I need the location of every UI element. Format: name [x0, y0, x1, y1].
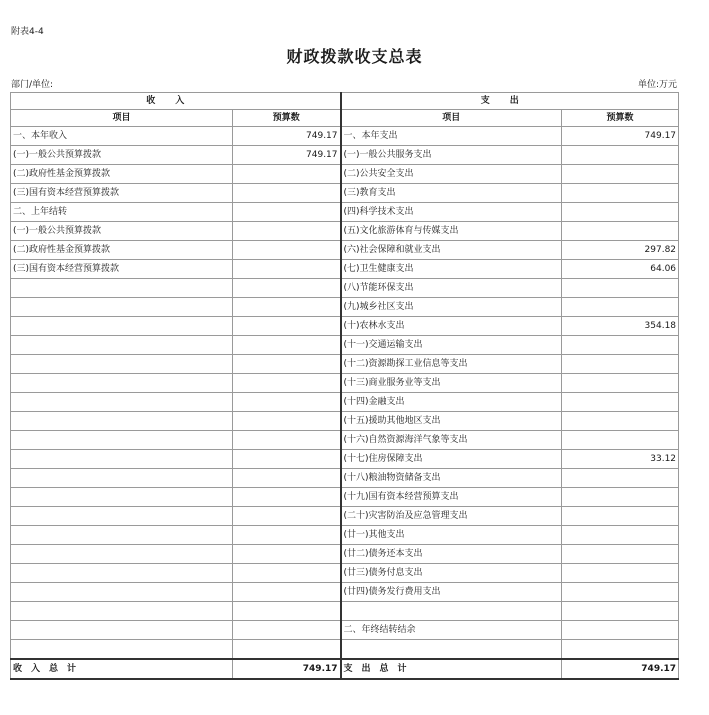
expense-item-cell: (六)社会保障和就业支出: [341, 241, 562, 260]
expense-value-cell: 354.18: [562, 317, 679, 336]
income-item-cell: [11, 469, 233, 488]
income-value-cell: 749.17: [233, 146, 341, 165]
income-total-label: 收入总计: [11, 659, 233, 679]
expense-item-cell: (廿二)债务还本支出: [341, 545, 562, 564]
table-row: [11, 583, 679, 602]
income-value-cell: [233, 298, 341, 317]
income-item-cell: (二)政府性基金预算拨款: [11, 165, 233, 184]
table-row: [11, 450, 679, 469]
income-value-cell: [233, 564, 341, 583]
expense-value-cell: [562, 602, 679, 621]
income-section-header: 收入: [11, 93, 341, 110]
expense-value-cell: [562, 621, 679, 640]
income-item-cell: (一)一般公共预算拨款: [11, 222, 233, 241]
page-title: 财政拨款收支总表: [286, 47, 423, 66]
expense-item-cell: (十五)援助其他地区支出: [341, 412, 562, 431]
income-item-cell: [11, 564, 233, 583]
expense-item-cell: (廿四)债务发行费用支出: [341, 583, 562, 602]
table-row: [11, 507, 679, 526]
income-value-cell: [233, 602, 341, 621]
expense-item-cell: 一、本年支出: [341, 127, 562, 146]
expense-value-cell: [562, 469, 679, 488]
expense-item-cell: (廿三)债务付息支出: [341, 564, 562, 583]
expense-total-label: 支出总计: [341, 659, 562, 679]
income-value-cell: [233, 621, 341, 640]
income-item-cell: [11, 640, 233, 660]
income-value-cell: [233, 241, 341, 260]
expense-value-cell: [562, 374, 679, 393]
income-value-cell: [233, 583, 341, 602]
expense-value-cell: [562, 184, 679, 203]
expense-value-cell: [562, 165, 679, 184]
expense-value-cell: [562, 412, 679, 431]
income-value-cell: [233, 374, 341, 393]
expense-budget-header: 预算数: [562, 110, 679, 127]
expense-item-cell: (十七)住房保障支出: [341, 450, 562, 469]
expense-item-cell: (十三)商业服务业等支出: [341, 374, 562, 393]
expense-item-cell: (十四)金融支出: [341, 393, 562, 412]
income-item-cell: (二)政府性基金预算拨款: [11, 241, 233, 260]
income-item-cell: [11, 545, 233, 564]
income-value-cell: [233, 184, 341, 203]
expense-value-cell: [562, 203, 679, 222]
expense-item-cell: (十二)资源勘探工业信息等支出: [341, 355, 562, 374]
income-value-cell: [233, 393, 341, 412]
income-value-cell: [233, 336, 341, 355]
income-value-cell: [233, 165, 341, 184]
table-row: [11, 298, 679, 317]
expense-item-cell: (七)卫生健康支出: [341, 260, 562, 279]
expense-value-cell: [562, 583, 679, 602]
table-row: [11, 602, 679, 621]
expense-item-cell: (九)城乡社区支出: [341, 298, 562, 317]
income-value-cell: [233, 222, 341, 241]
expense-item-cell: (十)农林水支出: [341, 317, 562, 336]
table-row: [11, 545, 679, 564]
expense-value-cell: [562, 336, 679, 355]
expense-value-cell: 297.82: [562, 241, 679, 260]
expense-item-cell: (十八)粮油物资储备支出: [341, 469, 562, 488]
expense-item-cell: (一)一般公共服务支出: [341, 146, 562, 165]
total-row: [11, 659, 679, 679]
table-row: [11, 260, 679, 279]
income-item-cell: [11, 526, 233, 545]
expense-value-cell: 64.06: [562, 260, 679, 279]
income-item-cell: [11, 393, 233, 412]
expense-value-cell: [562, 488, 679, 507]
income-item-cell: [11, 336, 233, 355]
appropriation-summary-table: [10, 92, 679, 680]
table-row: [11, 469, 679, 488]
income-item-cell: [11, 317, 233, 336]
expense-item-cell: (十六)自然资源海洋气象等支出: [341, 431, 562, 450]
expense-item-cell: (八)节能环保支出: [341, 279, 562, 298]
income-item-cell: [11, 621, 233, 640]
table-row: [11, 203, 679, 222]
table-row: [11, 222, 679, 241]
income-value-cell: [233, 507, 341, 526]
table-row: [11, 355, 679, 374]
table-row: [11, 146, 679, 165]
attachment-label: 附表4-4: [11, 27, 44, 37]
table-row: [11, 393, 679, 412]
income-item-cell: [11, 583, 233, 602]
income-value-cell: [233, 355, 341, 374]
column-header-row: [11, 110, 679, 127]
section-header-row: [11, 93, 679, 110]
table-row: [11, 317, 679, 336]
income-item-cell: [11, 450, 233, 469]
income-item-cell: (三)国有资本经营预算拨款: [11, 184, 233, 203]
expense-item-cell: (二十)灾害防治及应急管理支出: [341, 507, 562, 526]
table-row: [11, 374, 679, 393]
expense-item-cell: (二)公共安全支出: [341, 165, 562, 184]
expense-value-cell: 33.12: [562, 450, 679, 469]
income-value-cell: [233, 260, 341, 279]
expense-item-cell: (四)科学技术支出: [341, 203, 562, 222]
expense-value-cell: [562, 507, 679, 526]
income-item-cell: [11, 374, 233, 393]
expense-item-cell: [341, 602, 562, 621]
expense-item-cell: [341, 640, 562, 660]
expense-value-cell: [562, 355, 679, 374]
expense-item-cell: (十一)交通运输支出: [341, 336, 562, 355]
income-item-header: 项目: [11, 110, 233, 127]
expense-value-cell: [562, 146, 679, 165]
department-label: 部门/单位:: [11, 80, 54, 90]
expense-section-header: 支出: [341, 93, 679, 110]
income-item-cell: (一)一般公共预算拨款: [11, 146, 233, 165]
income-value-cell: [233, 431, 341, 450]
table-row: [11, 564, 679, 583]
expense-item-header: 项目: [341, 110, 562, 127]
income-item-cell: [11, 412, 233, 431]
table-row: [11, 621, 679, 640]
expense-value-cell: 749.17: [562, 127, 679, 146]
expense-total-value: 749.17: [562, 659, 679, 679]
income-value-cell: [233, 545, 341, 564]
expense-item-cell: (十九)国有资本经营预算支出: [341, 488, 562, 507]
expense-value-cell: [562, 393, 679, 412]
income-item-cell: 二、上年结转: [11, 203, 233, 222]
table-row: [11, 640, 679, 660]
income-value-cell: [233, 412, 341, 431]
table-row: [11, 526, 679, 545]
income-item-cell: [11, 355, 233, 374]
expense-value-cell: [562, 222, 679, 241]
income-total-value: 749.17: [233, 659, 341, 679]
income-value-cell: [233, 640, 341, 660]
expense-value-cell: [562, 640, 679, 660]
income-value-cell: 749.17: [233, 127, 341, 146]
income-item-cell: [11, 488, 233, 507]
expense-value-cell: [562, 564, 679, 583]
expense-item-cell: (五)文化旅游体育与传媒支出: [341, 222, 562, 241]
expense-item-cell: (廿一)其他支出: [341, 526, 562, 545]
expense-value-cell: [562, 298, 679, 317]
income-item-cell: [11, 602, 233, 621]
table-row: [11, 431, 679, 450]
income-value-cell: [233, 279, 341, 298]
table-row: [11, 279, 679, 298]
income-item-cell: [11, 507, 233, 526]
unit-label: 单位:万元: [637, 80, 677, 90]
income-value-cell: [233, 450, 341, 469]
table-row: [11, 165, 679, 184]
income-item-cell: [11, 431, 233, 450]
expense-value-cell: [562, 279, 679, 298]
income-value-cell: [233, 469, 341, 488]
table-row: [11, 184, 679, 203]
income-value-cell: [233, 488, 341, 507]
expense-item-cell: 二、年终结转结余: [341, 621, 562, 640]
income-item-cell: (三)国有资本经营预算拨款: [11, 260, 233, 279]
table-row: [11, 241, 679, 260]
income-budget-header: 预算数: [233, 110, 341, 127]
table-row: [11, 127, 679, 146]
income-item-cell: 一、本年收入: [11, 127, 233, 146]
table-row: [11, 488, 679, 507]
table-row: [11, 412, 679, 431]
income-item-cell: [11, 279, 233, 298]
income-value-cell: [233, 526, 341, 545]
income-value-cell: [233, 203, 341, 222]
expense-value-cell: [562, 431, 679, 450]
table-row: [11, 336, 679, 355]
expense-value-cell: [562, 545, 679, 564]
expense-item-cell: (三)教育支出: [341, 184, 562, 203]
income-value-cell: [233, 317, 341, 336]
expense-value-cell: [562, 526, 679, 545]
income-item-cell: [11, 298, 233, 317]
